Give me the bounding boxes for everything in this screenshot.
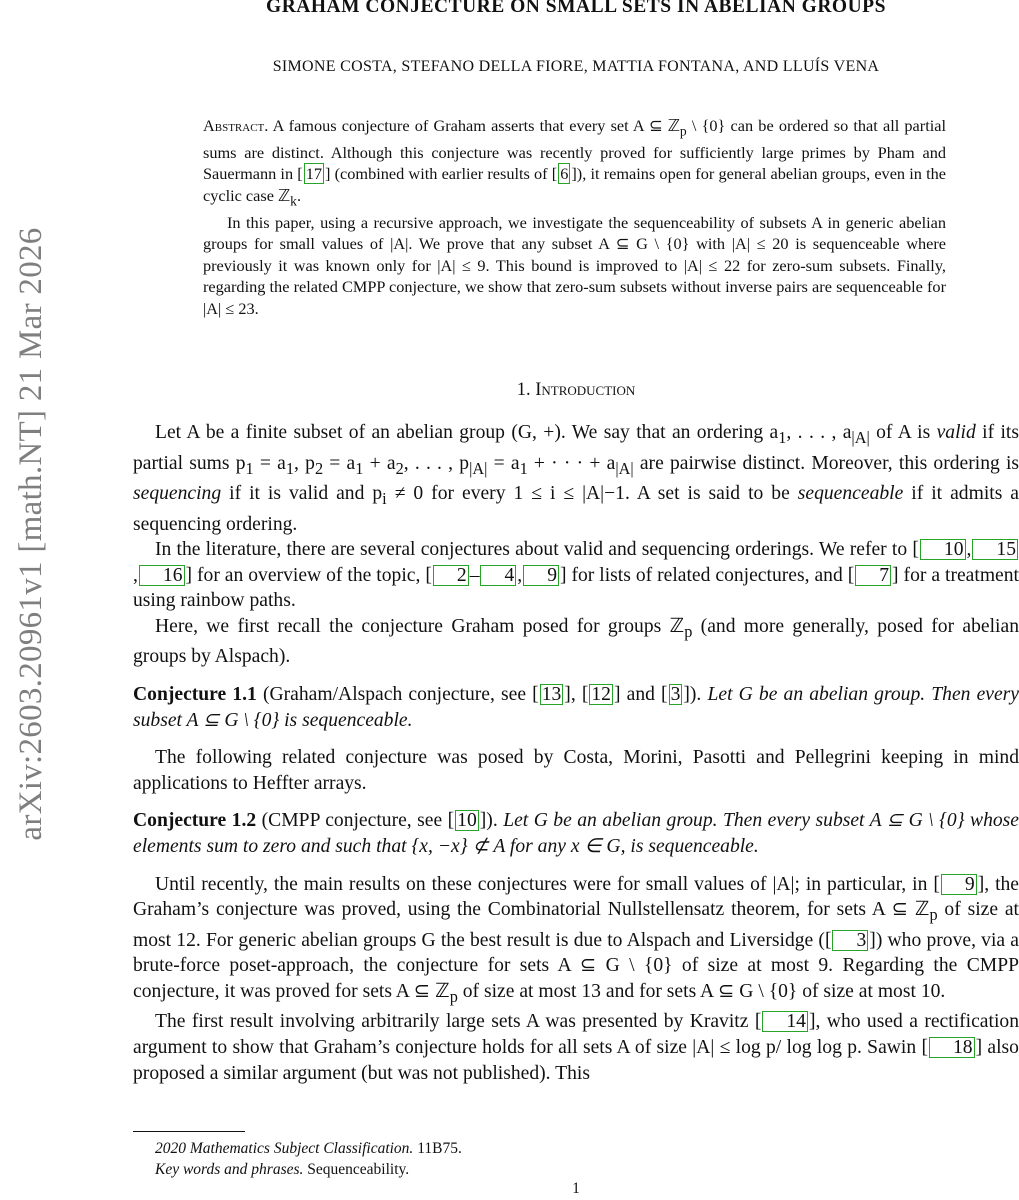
citation-link[interactable]: 12: [591, 683, 611, 705]
citation-link[interactable]: 3: [832, 930, 868, 951]
citation-link[interactable]: 16: [139, 565, 185, 586]
paper-title: GRAHAM CONJECTURE ON SMALL SETS IN ABELIAN GROUPS: [266, 0, 886, 17]
footnote-rule: [133, 1131, 245, 1132]
footnote-keywords: Key words and phrases. Sequenceability.: [155, 1161, 410, 1178]
conjecture-1-1: Conjecture 1.1 (Graham/Alspach conjecture, see [ 13 ], [ 12 ] and [ 3 ]). Let G be an abelian group. Then every subset A ⊆ G \ {0} is sequenceable.: [133, 683, 1019, 731]
paragraph: Until recently, the main results on these conjectures were for small values of |A|; in particular, in [ 9 ], the Graham’s conjecture was proved, using the Combinatorial Nullstellensatz theorem, for sets A ⊆ ℤ$_p$ of size at most 12. For generic abelian groups G the best result is due to Alspach and Liversidge ([ 3 ]) who prove, via a brute-force poset-approach, the conjecture for sets A ⊆ G \ {0} of size at most 9. Regarding the CMPP conjecture, it was proved for sets A ⊆ ℤ$_p$ of size at most 13 and for sets A ⊆ G \ {0} of size at most 10.: [133, 873, 1019, 1006]
citation-link[interactable]: 7: [855, 565, 891, 586]
citation-link[interactable]: 6: [560, 164, 569, 184]
citation-link[interactable]: 2: [433, 565, 469, 586]
citation-link[interactable]: 3: [670, 683, 681, 705]
paragraph: Here, we first recall the conjecture Graham posed for groups ℤ$_p$ (and more generally, posed for abelian groups by Alspach).: [133, 615, 1019, 668]
citation-link[interactable]: 10: [920, 539, 966, 560]
page-number: 1: [572, 1180, 580, 1197]
abstract: [203, 115, 946, 319]
citation-link[interactable]: 15: [972, 539, 1018, 560]
citation-link[interactable]: 9: [523, 565, 559, 586]
paragraph: In the literature, there are several conjectures about valid and sequencing orderings. We refer to [ 10 , 15, 16 ] for an overview of the topic, [ 2 – 4 , 9 ] for lists of related conjectures, and [ 7 ] for a treatment using rainbow paths.: [133, 539, 1019, 612]
abstract-heading: Abstract.: [203, 116, 269, 135]
paragraph: The following related conjecture was posed by Costa, Morini, Pasotti and Pellegrini keeping in mind applications to Heffter arrays.: [133, 747, 1019, 794]
footnotes: [133, 1138, 1019, 1180]
body-text: [133, 420, 1019, 1086]
citation-link[interactable]: 14: [762, 1011, 808, 1032]
citation-link[interactable]: 13: [541, 683, 562, 705]
paper-authors: SIMONE COSTA, STEFANO DELLA FIORE, MATTIA FONTANA, AND LLUÍS VENA: [272, 58, 880, 75]
citation-link[interactable]: 9: [941, 874, 977, 895]
abstract-paragraph-2: In this paper, using a recursive approach, we investigate the sequenceability of subsets A in generic abelian groups for small values of |A|. We prove that any subset A ⊆ G \ {0} with |A| ≤ 20 is sequenceable where previously it was known only for |A| ≤ 9. This bound is improved to |A| ≤ 22 for zero-sum subsets. Finally, regarding the related CMPP conjecture, we show that zero-sum subsets without inverse pairs are sequenceable for |A| ≤ 23.: [203, 212, 946, 318]
paragraph: The first result involving arbitrarily large sets A was presented by Kravitz [ 14 ], who used a rectification argument to show that Graham’s conjecture holds for all sets A of size |A| ≤ log p/ log log p. Sawin [ 18 ] also proposed a similar argument (but was not published). This: [133, 1011, 1019, 1084]
citation-link[interactable]: 17: [305, 164, 322, 184]
citation-link[interactable]: 18: [929, 1037, 975, 1058]
citation-link[interactable]: 10: [457, 810, 477, 832]
citation-link[interactable]: 4: [480, 565, 516, 586]
footnote-msc: 2020 Mathematics Subject Classification. 11B75.: [155, 1140, 462, 1157]
paragraph: Let A be a finite subset of an abelian group (G, +). We say that an ordering $a_1$, . . . , $a_{|A|}$ of A is valid if its partial sums $p_1 = a_1$, $p_2 = a_1 + a_2$, . . . , $p_{|A|} = a_1$ + · · · + $a_{|A|}$ are pairwise distinct. Moreover, this ordering is sequencing if it is valid and $p_i \ne 0$ for every 1 ≤ i ≤ |A|−1. A set is said to be sequenceable if it admits a sequencing ordering.: [133, 422, 1019, 535]
abstract-paragraph-1: Abstract. A famous conjecture of Graham asserts that every set A ⊆ ℤ$_p$ \ {0} can be ordered so that all partial sums are distinct. Although this conjecture was recently proved for sufficiently large primes by Pham and Sauermann in [ 17 ] (combined with earlier results of [ 6 ]), it remains open for general abelian groups, even in the cyclic case ℤ$_k$.: [203, 116, 947, 208]
section-heading: 1. Introduction: [516, 380, 636, 400]
conjecture-1-2: Conjecture 1.2 (CMPP conjecture, see [ 10 ]). Let G be an abelian group. Then every subset A ⊆ G \ {0} whose elements sum to zero and such that {x, −x} ⊄ A for any x ∈ G, is sequenceable.: [133, 810, 1019, 857]
arxiv-identifier[interactable]: arXiv:2603.20961v1 [math.NT] 21 Mar 2026: [13, 227, 49, 841]
